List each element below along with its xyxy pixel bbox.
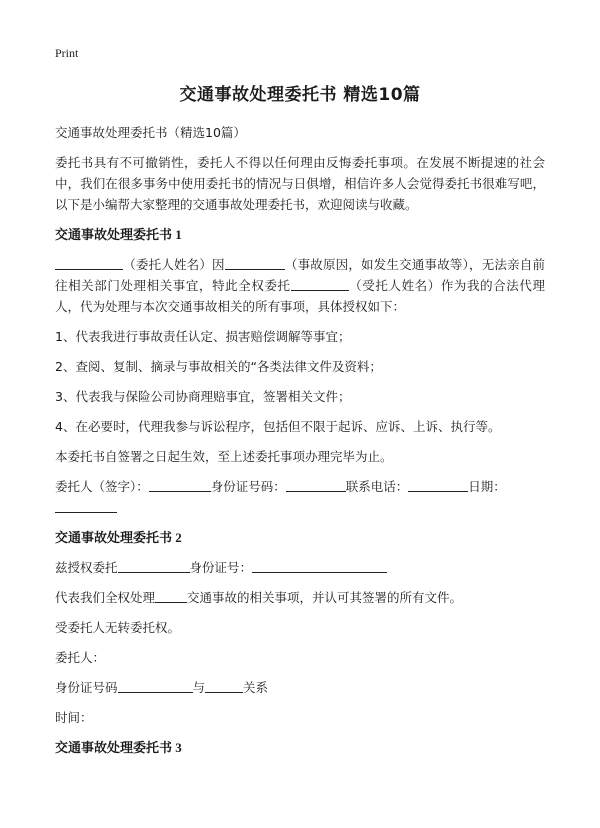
section-2-line-1 (55, 557, 545, 578)
authorization-part-b: （事故原因，如发生交通事故等），无法亲自前往相关部门处理相关事宜，特此全权委托 (55, 257, 545, 293)
authorization-item-2: 2、查阅、复制、摘录与事故相关的“各类法律文件及资料； (55, 359, 382, 374)
signature-blank (149, 477, 211, 492)
relation-blank (205, 678, 243, 693)
print-link[interactable]: Print (55, 46, 79, 60)
id-number-blank-2 (118, 678, 193, 693)
effective-clause: 本委托书自签署之日起生效，至上述委托事项办理完毕为止。 (55, 449, 393, 464)
document-body (55, 122, 545, 758)
section-2-line-6: 时间： (55, 710, 93, 725)
agent-blank (118, 558, 190, 573)
accident-reason-blank (225, 255, 285, 270)
signature-line (55, 476, 545, 518)
id-number-blank (286, 477, 346, 492)
id-number-label: 身份证号码： (210, 479, 286, 494)
section-2-line-4: 委托人： (55, 650, 106, 665)
accident-blank (155, 588, 187, 603)
section-2-line-5 (55, 677, 545, 698)
authorization-part-a: （委托人姓名）因 (123, 257, 225, 272)
authorization-item-4: 4、在必要时，代理我参与诉讼程序，包括但不限于起诉、应诉、上诉、执行等。 (55, 419, 501, 434)
principal-name-blank (55, 255, 123, 270)
with-text: 与 (192, 680, 206, 695)
authorization-item-3: 3、代表我与保险公司协商理赔事宜，签署相关文件； (55, 389, 351, 404)
intro-paragraph: 委托书具有不可撤销性，委托人不得以任何理由反悔委托事项。在发展不断提速的社会中，我们在很多事务中使用委托书的情况与日俱增，相信许多人会觉得委托书很难写吧，以下是小编帮大家整理的交通事故处理委托书，欢迎阅读与收藏。 (55, 155, 545, 212)
section-1-heading: 交通事故处理委托书 1 (55, 227, 182, 242)
id-blank (252, 558, 387, 573)
agent-name-blank (291, 276, 349, 291)
phone-label: 联系电话： (345, 479, 409, 494)
date-label: 日期： (468, 479, 506, 494)
section-2-line-2 (55, 587, 545, 608)
relation-text: 关系 (243, 680, 269, 695)
full-handling-label: 代表我们全权处理 (55, 590, 156, 605)
principal-signature-label: 委托人（签字）： (55, 479, 149, 494)
id-number-label-2: 身份证号码 (55, 680, 118, 695)
section-3-heading: 交通事故处理委托书 3 (55, 740, 182, 755)
subtitle: 交通事故处理委托书（精选10篇） (55, 125, 246, 140)
authorization-part-c: （受托人姓名）作为我的合法代理人，代为处理与本次交通事故相关的所有事项，具体授权如下： (55, 278, 545, 314)
page-title: 交通事故处理委托书 精选10篇 (179, 85, 421, 105)
matters-text: 交通事故的相关事项，并认可其签署的所有文件。 (187, 590, 463, 605)
section-2-heading: 交通事故处理委托书 2 (55, 530, 182, 545)
date-blank (55, 498, 117, 513)
section-1-authorization (55, 254, 545, 317)
authorization-item-1: 1、代表我进行事故责任认定、损害赔偿调解等事宜； (55, 329, 351, 344)
authorize-label: 兹授权委托 (55, 560, 118, 575)
phone-blank (408, 477, 468, 492)
id-label: 身份证号： (189, 560, 253, 575)
section-2-line-3: 受委托人无转委托权。 (55, 620, 181, 635)
